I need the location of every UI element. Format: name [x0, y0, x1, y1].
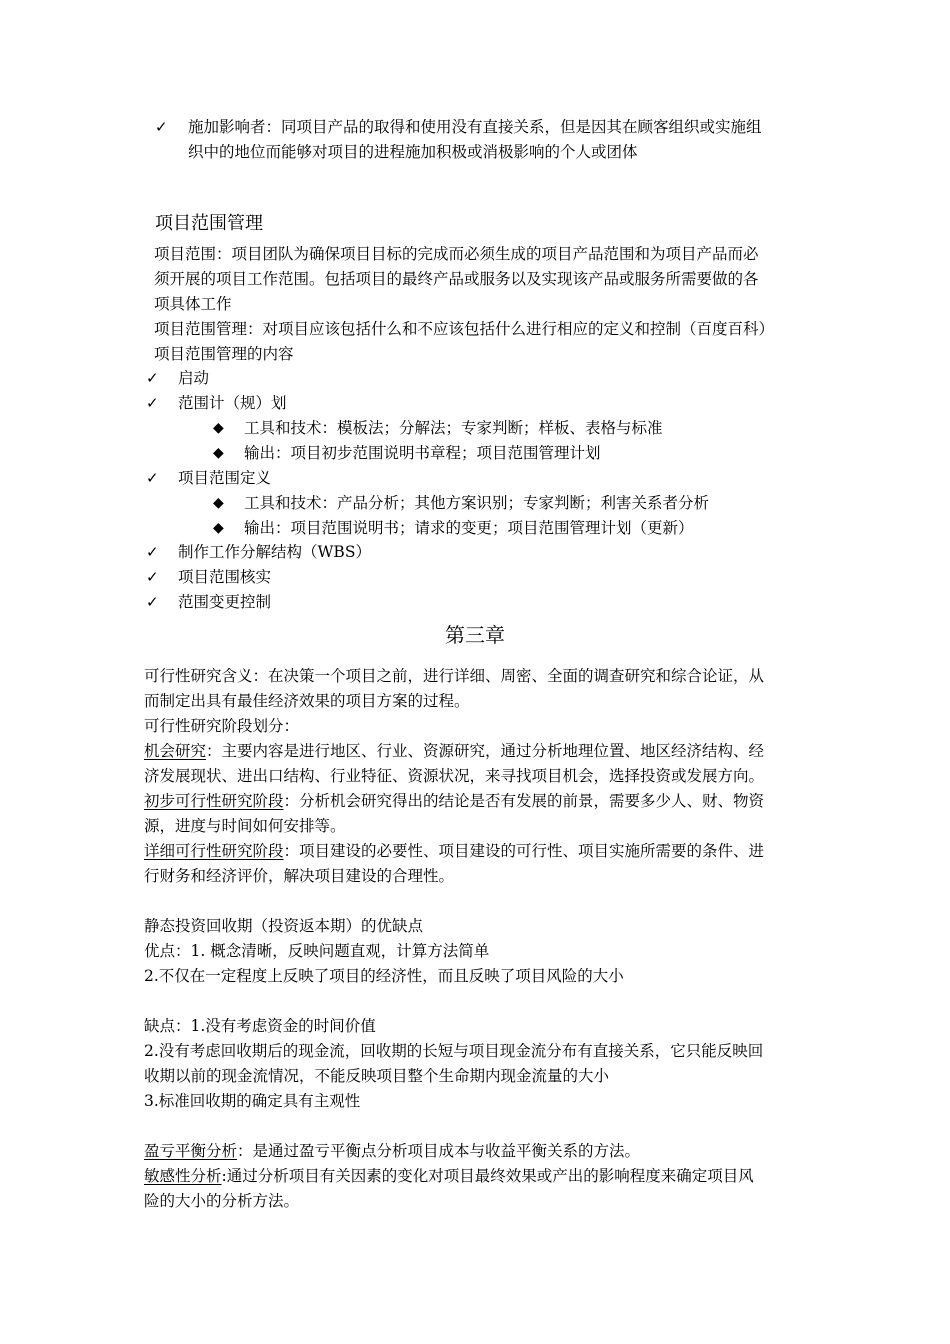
- feasibility-definition-line-2: 而制定出具有最佳经济效果的项目方案的过程。: [144, 692, 470, 710]
- check-icon: ✓: [146, 593, 159, 611]
- disadvantage-3: 3.标准回收期的确定具有主观性: [144, 1092, 361, 1110]
- breakeven-text: ：是通过盈亏平衡点分析项目成本与收益平衡关系的方法。: [237, 1142, 641, 1160]
- check-icon: ✓: [146, 469, 159, 487]
- sensitivity-term: 敏感性分析: [144, 1167, 222, 1185]
- stage2-term: 初步可行性研究阶段: [144, 792, 284, 810]
- diamond-icon: ◆: [213, 445, 224, 461]
- scope-item-definition: 项目范围定义: [178, 469, 272, 487]
- scope-definition-line-3: 项具体工作: [154, 295, 232, 313]
- planning-outputs: 输出：项目初步范围说明书章程；项目范围管理计划: [244, 444, 601, 462]
- breakeven-line: [144, 1139, 640, 1164]
- intro-line-1: 施加影响者：同项目产品的取得和使用没有直接关系，但是因其在顾客组织或实施组: [188, 118, 762, 136]
- advantage-2: 2.不仅在一定程度上反映了项目的经济性，而且反映了项目风险的大小: [144, 967, 624, 985]
- check-icon: ✓: [155, 118, 168, 136]
- disadvantage-2-line-1: 2.没有考虑回收期后的现金流，回收期的长短与项目现金流分布有直接关系，它只能反映回: [144, 1042, 764, 1060]
- diamond-icon: ◆: [213, 495, 224, 511]
- definition-outputs: 输出：项目范围说明书；请求的变更；项目范围管理计划（更新）: [244, 519, 694, 537]
- stage2-line-2: 源，进度与时间如何安排等。: [144, 817, 346, 835]
- scope-heading: 项目范围管理: [155, 213, 263, 234]
- sensitivity-line-1: [144, 1164, 754, 1189]
- stage2-line-1: [144, 789, 764, 814]
- scope-item-wbs: 制作工作分解结构（WBS）: [178, 543, 371, 561]
- advantage-1: 优点：1. 概念清晰，反映问题直观，计算方法简单: [144, 942, 490, 960]
- stage1-line-2: 济发展现状、进出口结构、行业特征、资源状况，来寻找项目机会，选择投资或发展方向。: [144, 767, 765, 785]
- check-icon: ✓: [146, 394, 159, 412]
- stage3-text: ：项目建设的必要性、项目建设的可行性、项目实施所需要的条件、进: [283, 842, 765, 860]
- stage2-text: ：分析机会研究得出的结论是否有发展的前景，需要多少人、财、物资: [283, 792, 765, 810]
- stage1-line-1: [144, 739, 764, 764]
- diamond-icon: ◆: [213, 520, 224, 536]
- scope-item-planning: 范围计（规）划: [178, 394, 287, 412]
- breakeven-term: 盈亏平衡分析: [144, 1142, 238, 1160]
- scope-definition-line-2: 须开展的项目工作范围。包括项目的最终产品或服务以及实现该产品或服务所需要做的各: [154, 270, 759, 288]
- stage3-term: 详细可行性研究阶段: [144, 842, 284, 860]
- scope-item-verification: 项目范围核实: [178, 568, 272, 586]
- scope-item-initiate: 启动: [178, 369, 210, 387]
- payback-title: 静态投资回收期（投资返本期）的优缺点: [144, 917, 424, 935]
- diamond-icon: ◆: [213, 420, 224, 436]
- sensitivity-line-2: 险的大小的分析方法。: [144, 1192, 300, 1210]
- stages-title: 可行性研究阶段划分：: [144, 717, 300, 735]
- scope-item-change-control: 范围变更控制: [178, 593, 272, 611]
- planning-tools: 工具和技术：模板法；分解法；专家判断；样板、表格与标准: [244, 419, 663, 437]
- stage3-line-1: [144, 839, 764, 864]
- scope-management-definition: 项目范围管理：对项目应该包括什么和不应该包括什么进行相应的定义和控制（百度百科）: [154, 320, 775, 338]
- definition-tools: 工具和技术：产品分析；其他方案识别；专家判断；利害关系者分析: [244, 494, 710, 512]
- stage3-line-2: 行财务和经济评价，解决项目建设的合理性。: [144, 867, 455, 885]
- stage1-text: ：主要内容是进行地区、行业、资源研究，通过分析地理位置、地区经济结构、经: [206, 742, 765, 760]
- feasibility-definition-line-1: 可行性研究含义：在决策一个项目之前，进行详细、周密、全面的调查研究和综合论证，从: [144, 667, 765, 685]
- stage1-term: 机会研究: [144, 742, 207, 760]
- sensitivity-text: :通过分析项目有关因素的变化对项目最终效果或产出的影响程度来确定项目风: [221, 1167, 754, 1185]
- scope-definition-line-1: 项目范围：项目团队为确保项目目标的完成而必须生成的项目产品范围和为项目产品而必: [154, 245, 759, 263]
- intro-line-2: 织中的地位而能够对项目的进程施加积极或消极影响的个人或团体: [188, 143, 638, 161]
- disadvantage-2-line-2: 收期以前的现金流情况，不能反映项目整个生命期内现金流量的大小: [144, 1067, 610, 1085]
- check-icon: ✓: [146, 568, 159, 586]
- chapter-title: 第三章: [445, 623, 505, 647]
- disadvantage-1: 缺点：1.没有考虑资金的时间价值: [144, 1017, 376, 1035]
- scope-contents-title: 项目范围管理的内容: [154, 345, 294, 363]
- check-icon: ✓: [146, 543, 159, 561]
- check-icon: ✓: [146, 369, 159, 387]
